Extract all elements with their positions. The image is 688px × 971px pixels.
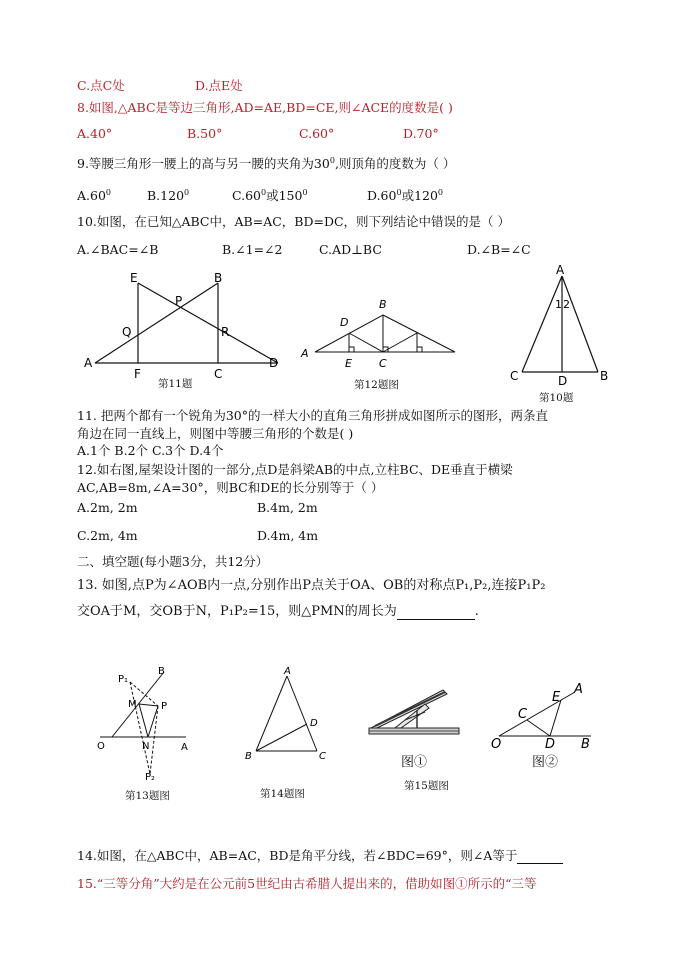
fig13-seg-pp2: [150, 706, 158, 774]
fig10-label-angle1: 1: [555, 298, 562, 311]
fig11-label-r: R: [221, 325, 230, 339]
figure-11: [80, 268, 290, 378]
q9-option-b: B.120$^0$: [147, 187, 190, 203]
q9-option-a: $A.60^0$: [77, 187, 111, 203]
q11-options: A.1个 B.2个 C.3个 D.4个: [77, 443, 224, 458]
fig11-label-p: P: [175, 294, 183, 308]
fig10-label-angle2: 2: [563, 298, 570, 311]
fig13-label-p2: P₂: [145, 772, 156, 783]
q11-line2: 角边在同一直线上，则图中等腰三角形的个数是( ): [77, 426, 354, 441]
fig13-label-p: P: [161, 701, 168, 712]
q13-line1: 13. 如图,点P为∠AOB内一点,分别作出P点关于OA、OB的对称点P₁,P₂,连接P₁P₂: [77, 578, 546, 593]
fig11-label-c: C: [214, 367, 223, 378]
fig15b-label-d: D: [545, 737, 556, 750]
fig11-label-d: D: [269, 356, 279, 370]
q8-option-c: C.60°: [299, 126, 335, 141]
fig13-seg-p1p2: [130, 682, 150, 774]
fig15b-label-c: C: [518, 707, 528, 722]
fig14-label-b: B: [245, 751, 252, 762]
fig13-label-o: O: [97, 741, 105, 752]
fig11-label-q: Q: [122, 325, 132, 339]
fig13-seg-mn: [139, 704, 148, 737]
fig10-label-b: B: [600, 369, 609, 383]
fig15b-label-b: B: [581, 737, 590, 750]
fig14-label-c: C: [319, 751, 326, 762]
fig12-label-c: C: [379, 357, 387, 370]
fig14-side-ac: [287, 676, 317, 751]
fig14-label-d: D: [310, 718, 318, 729]
q14-stem: 14.如图，在△ABC中，AB=AC，BD是角平分线，若∠BDC=69°，则∠A等于: [77, 848, 563, 864]
fig15b-caption: 图②: [532, 755, 559, 770]
fig15b-label-o: O: [491, 737, 502, 750]
q14-answer-blank[interactable]: [517, 849, 563, 864]
fig11-seg-ba: [95, 283, 218, 363]
fig15a-caption: 图①: [401, 755, 428, 770]
q9-option-c: $C.60^0$或$150^0$: [232, 187, 308, 203]
fig11-caption: 第11题: [158, 378, 193, 390]
q10-option-c: C.AD⊥BC: [319, 242, 382, 257]
q12-option-a: A.2m, 2m: [77, 500, 138, 515]
fig15b-seg-cd: [527, 720, 550, 736]
figure-10: [505, 262, 615, 392]
fig10-caption: 第10题: [539, 392, 574, 404]
figure-12: [297, 295, 462, 375]
q10-option-a: A.∠BAC=∠B: [77, 242, 159, 257]
fig11-label-e: E: [130, 271, 138, 285]
fig10-label-d: D: [558, 374, 568, 388]
fig14-label-a: A: [284, 666, 291, 677]
fig14-side-ab: [256, 676, 287, 751]
fig14-bisector-bd: [256, 724, 307, 751]
q10-option-b: B.∠1=∠2: [222, 242, 283, 257]
fig13-label-m: M: [128, 699, 137, 710]
q10-stem: 10.如图，在已知△ABC中，AB=AC，BD=DC，则下列结论中错误的是（ ）: [77, 214, 511, 229]
fig15b-ray-oa: [499, 692, 575, 736]
q12-option-b: B.4m, 2m: [257, 500, 318, 515]
q12-line1: 12.如右图,屋架设计图的一部分,点D是斜梁AB的中点,立柱BC、DE垂直于横梁: [77, 462, 513, 477]
q13-line2: 交OA于M，交OB于N，P₁P₂=15，则△PMN的周长为 .: [77, 604, 479, 619]
figure-14: [243, 664, 328, 764]
fig11-label-f: F: [134, 367, 141, 378]
fig13-label-n: N: [142, 741, 150, 752]
figure-13: [92, 662, 197, 784]
fig12-caption: 第12题图: [354, 379, 399, 391]
q12-option-c: C.2m, 4m: [77, 528, 138, 543]
fig12-label-d: D: [340, 316, 349, 329]
fig15b-label-e: E: [552, 690, 561, 705]
fig11-seg-ed: [138, 283, 278, 363]
fig11-label-b: B: [214, 271, 223, 285]
q10-option-d: D.∠B=∠C: [467, 242, 531, 257]
q15-stem: 15.“三等分角”大约是在公元前5世纪由古希腊人提出来的，借助如图①所示的“三等: [77, 876, 537, 891]
fig14-caption: 第14题图: [260, 788, 305, 800]
fig13-seg-mp: [139, 704, 158, 706]
figure-15-device: [365, 682, 465, 744]
fig10-label-c: C: [510, 369, 519, 383]
fig10-label-a: A: [556, 263, 565, 277]
q7-option-d: D.点E处: [195, 78, 243, 93]
q11-line1: 11. 把两个都有一个锐角为30°的一样大小的直角三角形拼成如图所示的图形，两条直: [77, 408, 549, 423]
section-2-heading: 二、填空题(每小题3分，共12分）: [77, 554, 269, 569]
q8-option-d: D.70°: [403, 126, 439, 141]
q9-stem: 9.等腰三角形一腰上的高与另一腰的夹角为$30^0$,则顶角的度数为（ ）: [77, 155, 456, 171]
q12-option-d: D.4m, 4m: [257, 528, 319, 543]
fig15-group-caption: 第15题图: [404, 780, 449, 792]
fig12-right-angle-e: [349, 347, 354, 352]
figure-15-diagram: [487, 680, 597, 750]
q7-option-c: C.点C处: [77, 78, 125, 93]
q12-line2: AC,AB=8m,∠A=30°，则BC和DE的长分别等于（ ）: [77, 480, 384, 495]
q9-option-d: $D.60^0$或$120^0$: [367, 187, 444, 203]
fig10-side-ac: [562, 276, 598, 372]
fig12-label-a: A: [301, 347, 309, 360]
fig13-label-b: B: [158, 666, 165, 677]
fig11-label-a: A: [84, 356, 93, 370]
fig12-right-angle-r: [417, 347, 422, 352]
fig13-label-a: A: [181, 742, 188, 753]
q8-option-a: A.40°: [77, 126, 113, 141]
fig12-label-e: E: [345, 357, 352, 370]
fig13-caption: 第13题图: [125, 790, 170, 802]
q8-option-b: B.50°: [187, 126, 223, 141]
q8-stem: 8.如图,△ABC是等边三角形,AD=AE,BD=CE,则∠ACE的度数是( ): [77, 100, 453, 115]
q13-answer-blank[interactable]: [397, 605, 475, 620]
fig12-label-b: B: [379, 298, 387, 311]
fig13-label-p1: P₁: [118, 674, 129, 685]
fig15b-label-a: A: [574, 682, 583, 697]
fig10-side-ab: [522, 276, 562, 372]
